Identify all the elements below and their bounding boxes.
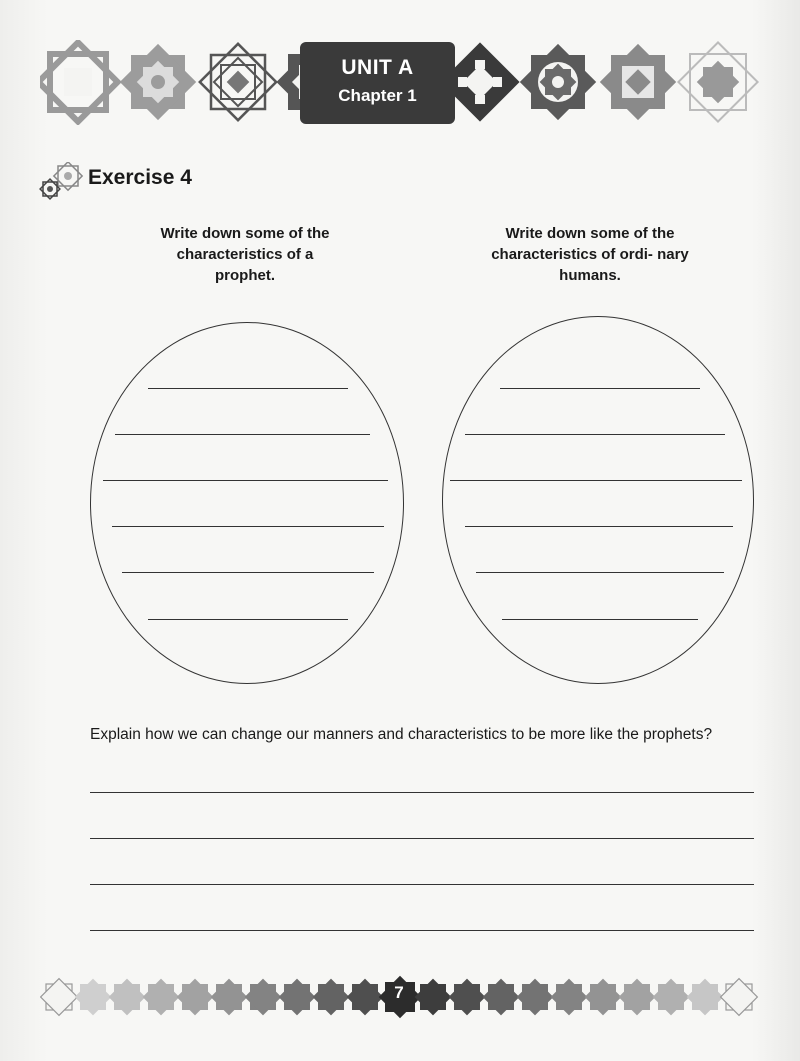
write-line-prophet[interactable] (122, 572, 374, 573)
chapter-label: Chapter 1 (338, 86, 417, 105)
write-line-human[interactable] (465, 434, 725, 435)
reflection-question: Explain how we can change our manners and characteristics to be more like the prophets? (90, 726, 713, 743)
answer-line[interactable] (90, 838, 754, 839)
prophet-characteristics-oval (90, 322, 404, 684)
star-ornament-icon (600, 44, 676, 120)
write-line-prophet[interactable] (112, 526, 384, 527)
human-characteristics-heading: Write down some of the characteristics of ordi- nary humans. (491, 225, 689, 284)
write-line-prophet[interactable] (148, 619, 348, 620)
write-line-human[interactable] (465, 526, 733, 527)
write-line-prophet[interactable] (115, 434, 370, 435)
answer-line[interactable] (90, 792, 754, 793)
page-number: 7 (394, 983, 404, 1002)
exercise-title: Exercise 4 (88, 166, 192, 189)
star-ornament-icon (200, 44, 276, 120)
prophet-characteristics-heading: Write down some of the characteristics of a prophet. (160, 225, 330, 284)
unit-label: UNIT A (341, 56, 414, 79)
write-line-human[interactable] (476, 572, 724, 573)
write-line-human[interactable] (502, 619, 698, 620)
write-line-prophet[interactable] (103, 480, 388, 481)
answer-line[interactable] (90, 930, 754, 931)
unit-chapter-badge (300, 42, 455, 124)
answer-line[interactable] (90, 884, 754, 885)
exercise-star-icon (38, 162, 84, 202)
star-ornament-icon (120, 44, 196, 120)
write-line-prophet[interactable] (148, 388, 348, 389)
write-line-human[interactable] (450, 480, 742, 481)
star-ornament-icon (520, 44, 596, 120)
write-line-human[interactable] (500, 388, 700, 389)
star-ornament-icon (678, 42, 757, 121)
star-ornament-icon (40, 42, 118, 121)
human-characteristics-oval (442, 316, 754, 684)
